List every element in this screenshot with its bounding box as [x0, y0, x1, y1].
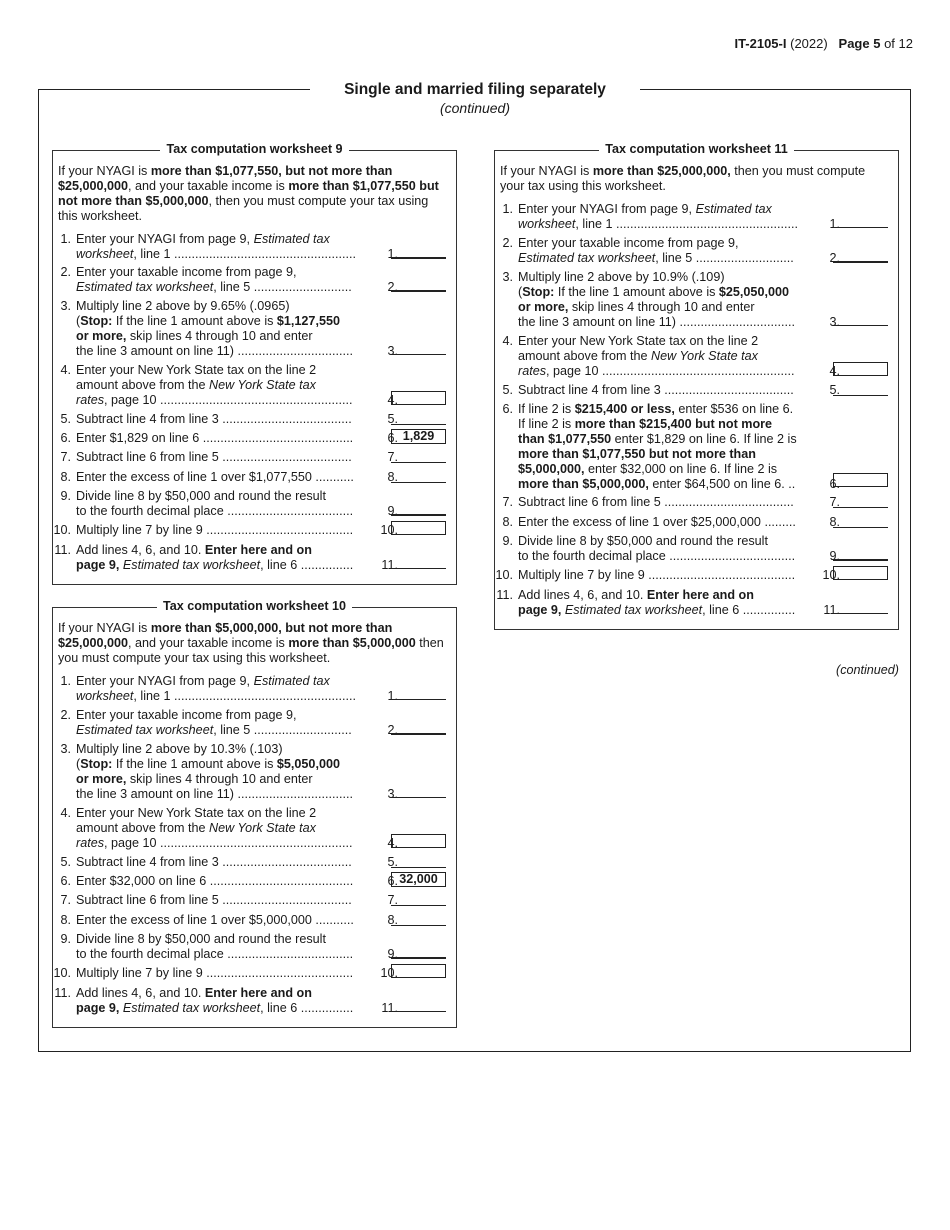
worksheet-9-title: Tax computation worksheet 9: [53, 142, 456, 156]
worksheet-10-intro: If your NYAGI is more than $5,000,000, but not more than $25,000,000, and your taxable income is more than $5,000,000 then you must compute your tax using this worksheet.: [58, 621, 444, 665]
worksheet-11-intro: If your NYAGI is more than $25,000,000, then you must compute your tax using this worksheet.: [500, 164, 866, 193]
ws10-line-4-field[interactable]: [391, 834, 446, 848]
ws11-line-1-field[interactable]: [833, 227, 888, 228]
ws10-line-8-field[interactable]: [391, 925, 446, 926]
ws9-line-8-field[interactable]: [391, 482, 446, 483]
worksheet-10: Tax computation worksheet 10 If your NYAGI is more than $5,000,000, but not more than $25,000,000, and your taxable income is more than $5,000,000 then you must compute your tax using this worksheet. 1. Enter your NYAGI from page 9, Estimated tax worksheet, line 1 .................................................... 1. 2. Enter your taxable income from page 9, Estimated tax worksheet, line 5 ............................ 2. 3. Multiply line 2 above by 10.3% (.103) (Stop: If the line 1 amount above is $5,050,000 or more, skip lines 4 through 10 and enter the line 3 amount on line 11) ................................. 3. 4. Enter your New York State tax on the line 2 amount above from the New York State tax rates, page 10 ....................................................... 4. 5. Subtract line 4 from line 3 ..................................... 5. 6. Enter $32,000 on line 6 ......................................... 6. 32,000 7. Subtract line 6 from line 5 ..................................... 7. 8. Enter the excess of line 1 over $5,000,000 ........... 8. 9. Divide line 8 by $50,000 and round the result to the fourth decimal place .................................... 9. 10. Multiply line 7 by line 9 .......................................... 10. 11. Add lines 4, 6, and 10. Enter here and on page 9, Estimated tax worksheet, line 6 ............... 11.: [52, 607, 457, 1028]
ws11-line-6-field[interactable]: [833, 473, 888, 487]
ws9-line-4-field[interactable]: [391, 391, 446, 405]
ws10-line-1-field[interactable]: [391, 699, 446, 700]
ws9-line-3-field[interactable]: [391, 354, 446, 355]
ws10-line-10-field[interactable]: [391, 964, 446, 978]
ws11-line-4-field[interactable]: [833, 362, 888, 376]
ws11-line-10-field[interactable]: [833, 566, 888, 580]
worksheet-11: Tax computation worksheet 11 If your NYAGI is more than $25,000,000, then you must compute your tax using this worksheet. 1. Enter your NYAGI from page 9, Estimated tax worksheet, line 1 .................................................... 1. 2. Enter your taxable income from page 9, Estimated tax worksheet, line 5 ............................ 2. 3. Multiply line 2 above by 10.9% (.109) (Stop: If the line 1 amount above is $25,050,000 or more, skip lines 4 through 10 and enter the line 3 amount on line 11) ................................. 3. 4. Enter your New York State tax on the line 2 amount above from the New York State tax rates, page 10 ....................................................... 4. 5. Subtract line 4 from line 3 ..................................... 5. 6. If line 2 is $215,400 or less, enter $536 on line 6. If line 2 is more than $215,400 but not more than $1,077,550 enter $1,829 on line 6. If line 2 is more than $1,077,550 but not more than $5,000,000, enter $32,000 on line 6. If line 2 is more than $5,000,000, enter $64,500 on line 6. .. 6. 7. Subtract line 6 from line 5 ..................................... 7. 8. Enter the excess of line 1 over $25,000,000 ......... 8. 9. Divide line 8 by $50,000 and round the result to the fourth decimal place .................................... 9. 10. Multiply line 7 by line 9 .......................................... 10. 11. Add lines 4, 6, and 10. Enter here and on page 9, Estimated tax worksheet, line 6 ............... 11.: [494, 150, 899, 630]
ws11-line-3-field[interactable]: [833, 325, 888, 326]
ws11-line-11-field[interactable]: [833, 613, 888, 614]
ws10-line-9-field[interactable]: [391, 957, 446, 959]
ws9-line-1-field[interactable]: [391, 257, 446, 259]
page-total: of 12: [884, 36, 913, 51]
worksheet-10-title: Tax computation worksheet 10: [53, 599, 456, 613]
ws10-line-6-value: 32,000: [391, 872, 446, 887]
form-year: (2022): [790, 36, 828, 51]
ws9-line-7-field[interactable]: [391, 462, 446, 463]
ws11-line-7-field[interactable]: [833, 507, 888, 508]
ws9-line-2-field[interactable]: [391, 290, 446, 292]
form-id: IT-2105-I: [734, 36, 787, 51]
ws11-line-8-field[interactable]: [833, 527, 888, 528]
page-number: Page 5: [838, 36, 881, 51]
worksheet-11-title: Tax computation worksheet 11: [495, 142, 898, 156]
ws10-line-2-field[interactable]: [391, 733, 446, 735]
worksheet-9-intro: If your NYAGI is more than $1,077,550, but not more than $25,000,000, and your taxable income is more than $1,077,550 but not more than $5,000,000, then you must compute your tax using this worksheet.: [58, 164, 439, 223]
section-heading: Single and married filing separately: [344, 81, 606, 98]
section-continued: (continued): [439, 100, 511, 116]
ws9-line-10-field[interactable]: [391, 521, 446, 535]
ws10-line-7-field[interactable]: [391, 905, 446, 906]
continued-note: (continued): [836, 663, 900, 677]
ws10-line-5-field[interactable]: [391, 867, 446, 868]
ws11-line-5-field[interactable]: [833, 395, 888, 396]
page-header: [734, 36, 913, 51]
section-title: [310, 81, 640, 116]
ws9-line-6-value: 1,829: [391, 429, 446, 444]
ws9-line-9-field[interactable]: [391, 514, 446, 516]
ws9-line-5-field[interactable]: [391, 424, 446, 425]
ws10-line-11-field[interactable]: [391, 1011, 446, 1012]
ws9-line-11-field[interactable]: [391, 568, 446, 569]
ws11-line-2-field[interactable]: [833, 261, 888, 263]
ws10-line-3-field[interactable]: [391, 797, 446, 798]
worksheet-9: Tax computation worksheet 9 If your NYAGI is more than $1,077,550, but not more than $25,000,000, and your taxable income is more than $1,077,550 but not more than $5,000,000, then you must compute your tax using this worksheet. 1. Enter your NYAGI from page 9, Estimated tax worksheet, line 1 .................................................... 1. 2. Enter your taxable income from page 9, Estimated tax worksheet, line 5 ............................ 2. 3. Multiply line 2 above by 9.65% (.0965) (Stop: If the line 1 amount above is $1,127,550 or more, skip lines 4 through 10 and enter the line 3 amount on line 11) ................................. 3. 4. Enter your New York State tax on the line 2 amount above from the New York State tax rates, page 10 ....................................................... 4. 5. Subtract line 4 from line 3 ..................................... 5. 6. Enter $1,829 on line 6 ........................................... 6. 1,829 7. Subtract line 6 from line 5 ..................................... 7. 8. Enter the excess of line 1 over $1,077,550 ........... 8. 9. Divide line 8 by $50,000 and round the result to the fourth decimal place .................................... 9. 10. Multiply line 7 by line 9 .......................................... 10. 11. Add lines 4, 6, and 10. Enter here and on page 9, Estimated tax worksheet, line 6 ............... 11.: [52, 150, 457, 585]
ws11-line-9-field[interactable]: [833, 559, 888, 561]
